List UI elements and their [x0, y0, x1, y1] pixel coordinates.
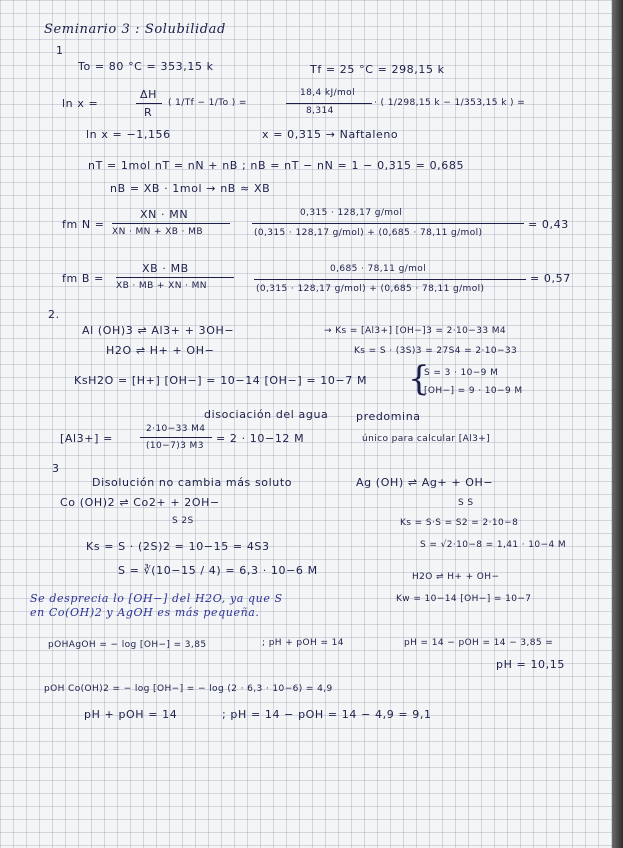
ex1-fmB-result: = 0,57: [530, 272, 571, 285]
ex2-line5-bar: [140, 437, 212, 438]
ex1-bracket: ( 1/Tf − 1/To ) =: [168, 98, 247, 108]
ex3-line2b: Ks = S·S = S2 = 2·10−8: [400, 518, 519, 528]
ex1-fmB-bar: [116, 277, 234, 278]
ex1-fmN-num2: 0,315 · 128,17 g/mol: [300, 208, 403, 218]
ex2-cases-2: [OH−] = 9 · 10−9 M: [424, 386, 523, 396]
ex3-line3: Ks = S · (2S)2 = 10−15 = 4S3: [86, 540, 270, 553]
ex1-line3: ln x = −1,156: [86, 128, 171, 141]
ex2-line5-num: 2·10−33 M4: [146, 424, 206, 434]
ex1-line4: nT = 1mol nT = nN + nB ; nB = nT − nN = 1 − 0,315 = 0,685: [88, 159, 465, 172]
ex1-frac2-bar: [286, 103, 372, 104]
ex3-line1b: Ag (OH) ⇌ Ag+ + OH−: [356, 476, 494, 489]
ex2-line5-result: = 2 · 10−12 M: [216, 432, 305, 445]
ex2-line5-den: (10−7)3 M3: [146, 441, 204, 451]
ex3-line10: pH + pOH = 14: [84, 708, 178, 721]
ex3-line3b: S = √2·10−8 = 1,41 · 10−4 M: [420, 540, 567, 550]
ex1-fmB-den: XB · MB + XN · MN: [116, 281, 207, 291]
ex3-line7c: pH = 14 − pOH = 14 − 3,85 =: [404, 638, 554, 648]
ex3-line4b: H2O ⇌ H+ + OH−: [412, 572, 500, 582]
ex2-line5-note: único para calcular [Al3+]: [362, 434, 491, 444]
ex1-bracket2: · ( 1/298,15 k − 1/353,15 k ) =: [374, 98, 526, 108]
ex1-fmB-num2: 0,685 · 78,11 g/mol: [330, 264, 427, 274]
ex3-line4: S = ∛(10−15 / 4) = 6,3 · 10−6 M: [118, 564, 318, 577]
ex2-line2b: Ks = S · (3S)3 = 27S4 = 2·10−33: [354, 346, 518, 356]
ex3-line1c: S S: [458, 498, 474, 508]
ex1-line3b: x = 0,315 → Naftaleno: [262, 128, 399, 141]
ex3-line1: Disolución no cambia más soluto: [92, 476, 293, 489]
ex2-number: 2.: [48, 308, 60, 321]
ex1-fmN-den2: (0,315 · 128,17 g/mol) + (0,685 · 78,11 g/mol): [254, 228, 483, 238]
ex1-line1b: Tf = 25 °C = 298,15 k: [310, 63, 445, 76]
ex3-line2: Co (OH)2 ⇌ Co2+ + 2OH−: [60, 496, 220, 509]
ex1-line5: nB = XB · 1mol → nB ≈ XB: [110, 182, 271, 195]
ex2-line5-lhs: [Al3+] =: [60, 432, 113, 445]
ex1-line1: To = 80 °C = 353,15 k: [78, 60, 214, 73]
ex3-note1: Se desprecia lo [OH−] del H2O, ya que S: [30, 592, 283, 605]
ex1-fmN-result: = 0,43: [528, 218, 569, 231]
page-edge-shadow: [612, 0, 623, 848]
ex3-line2c: S 2S: [172, 516, 194, 526]
ex2-note2: predomina: [356, 410, 421, 423]
ex1-fmB-lhs: fm B =: [62, 272, 104, 285]
ex3-line10b: ; pH = 14 − pOH = 14 − 4,9 = 9,1: [222, 708, 432, 721]
ex1-fmB-bar2: [254, 279, 526, 280]
ex1-frac2-num: 18,4 kJ/mol: [300, 88, 355, 98]
ex3-note1b: Kw = 10−14 [OH−] = 10−7: [396, 594, 532, 604]
ex1-frac1-bar: [136, 103, 162, 104]
ex1-fmB-den2: (0,315 · 128,17 g/mol) + (0,685 · 78,11 g/mol): [256, 284, 485, 294]
ex1-fmN-bar2: [252, 223, 524, 224]
ex3-note2: en Co(OH)2 y AgOH es más pequeña.: [30, 606, 260, 619]
ex1-fmN-num: XN · MN: [140, 208, 189, 221]
ex2-line1: Al (OH)3 ⇌ Al3+ + 3OH−: [82, 324, 235, 337]
page-title: Seminario 3 : Solubilidad: [44, 22, 226, 37]
ex3-line7b: ; pH + pOH = 14: [262, 638, 344, 648]
ex3-line7: pOHAgOH = − log [OH−] = 3,85: [48, 640, 207, 650]
ex2-line3: KsH2O = [H+] [OH−] = 10−14 [OH−] = 10−7 M: [74, 374, 368, 387]
ex1-fmN-bar: [112, 223, 230, 224]
ex3-line9: pOH Co(OH)2 = − log [OH−] = − log (2 · 6,3 · 10−6) = 4,9: [44, 684, 333, 694]
ex1-frac2-den: 8,314: [306, 106, 334, 116]
ex1-ln-x: ln x =: [62, 97, 99, 110]
ex1-fmN-den: XN · MN + XB · MB: [112, 227, 203, 237]
ex2-cases-1: S = 3 · 10−9 M: [424, 368, 499, 378]
ex1-fmN-lhs: fm N =: [62, 218, 105, 231]
ex2-line2: H2O ⇌ H+ + OH−: [106, 344, 215, 357]
ex1-frac1-den: R: [144, 106, 153, 119]
ex2-line1b: → Ks = [Al3+] [OH−]3 = 2·10−33 M4: [324, 326, 507, 336]
ex3-line8: pH = 10,15: [496, 658, 565, 671]
ex2-brace: {: [408, 359, 430, 399]
ex1-fmB-num: XB · MB: [142, 262, 189, 275]
ex1-frac1-num: ΔH: [140, 88, 157, 101]
ex1-number: 1: [56, 44, 64, 57]
ex2-note1: disociación del agua: [204, 408, 329, 421]
ex3-number: 3: [52, 462, 60, 475]
